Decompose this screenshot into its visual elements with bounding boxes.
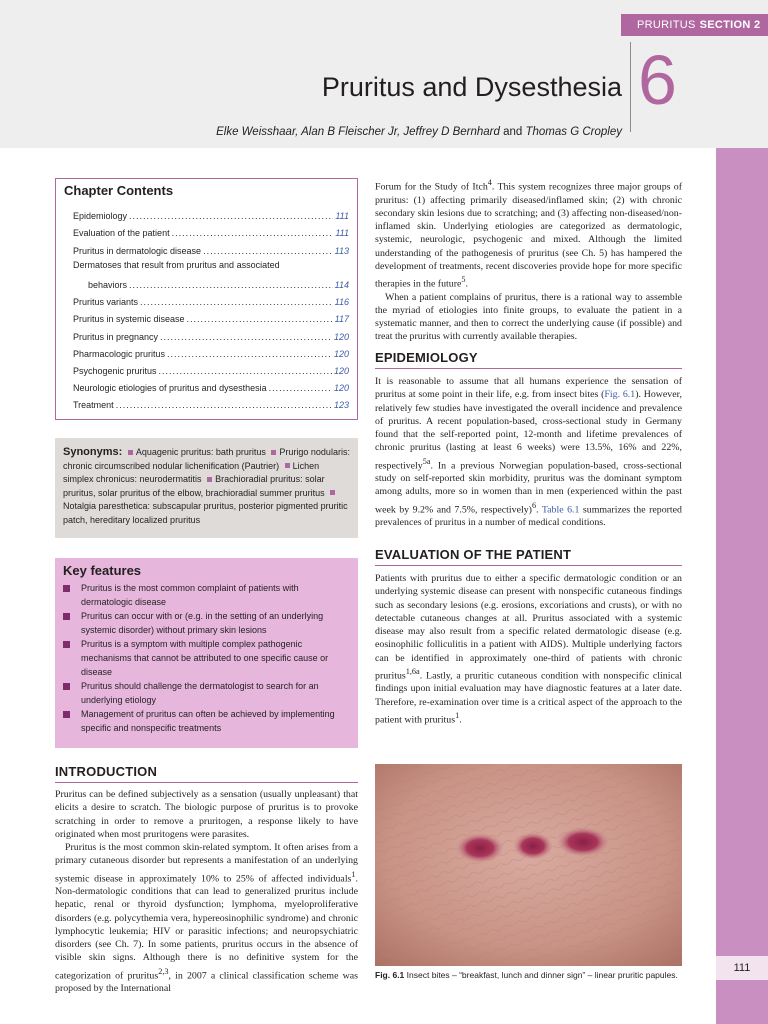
toc-entry[interactable] — [64, 290, 349, 307]
text-run: Forum for the Study of Itch — [375, 181, 488, 193]
toc-entry-continued[interactable]: Dermatoses that result from pruritus and associated — [73, 259, 280, 270]
toc-entry[interactable] — [64, 307, 349, 324]
skin-photo-illustration — [375, 764, 682, 966]
epidemiology-heading: EPIDEMIOLOGY — [375, 350, 478, 365]
toc-entry[interactable] — [64, 393, 349, 410]
key-feature-item — [63, 680, 350, 707]
text-run: Pruritus is the most common skin-related symptom. It often arises from a primary cutaneous disorder but represents a manifestation of an underlying systemic disease in approximately 10% to 25% of affected individuals — [55, 842, 358, 884]
toc-leader — [167, 349, 332, 359]
toc-entry[interactable] — [64, 238, 349, 255]
key-feature-item — [63, 638, 350, 679]
papule — [513, 832, 553, 860]
introduction-heading: INTRODUCTION — [55, 764, 158, 779]
toc-entry[interactable] — [64, 376, 349, 393]
chapter-contents-box — [55, 178, 358, 420]
introduction-body — [55, 788, 358, 995]
body-paragraph — [375, 572, 682, 726]
toc-leader — [159, 366, 332, 376]
key-features-box — [55, 558, 358, 748]
toc-leader — [187, 314, 333, 324]
figure-label: Fig. 6.1 — [375, 970, 405, 980]
toc-page: 120 — [333, 331, 349, 342]
text-run: , in 2007 a clinical classification scheme was proposed by the International — [55, 969, 358, 995]
citation-ref: 5a — [422, 456, 431, 466]
toc-entry[interactable] — [64, 324, 349, 341]
bullet-square-icon — [63, 585, 70, 592]
evaluation-rule — [375, 565, 682, 566]
key-feature-text: Pruritus is the most common complaint of patients with dermatologic disease — [81, 583, 299, 607]
citation-ref: 1 — [455, 710, 460, 720]
synonyms-box — [55, 438, 358, 538]
toc-label: Epidemiology — [73, 211, 128, 222]
key-feature-text: Pruritus can occur with or (e.g. in the setting of an underlying systemic disorder) without primary skin lesions — [81, 611, 324, 635]
contents-title: Chapter Contents — [64, 183, 174, 198]
papule — [456, 833, 504, 863]
bullet-square-icon — [63, 711, 70, 718]
evaluation-body — [375, 572, 682, 726]
text-run: summarizes the reported prevalences of pruritus in a number of medical conditions. — [375, 503, 682, 529]
toc-entry[interactable] — [64, 342, 349, 359]
toc-leader — [160, 332, 332, 342]
toc-leader — [116, 400, 332, 410]
synonym-entry: Aquagenic pruritus: bath pruritus — [135, 447, 266, 457]
bullet-square-icon — [63, 613, 70, 620]
toc-label: Neurologic etiologies of pruritus and dysesthesia — [73, 383, 267, 394]
toc-page: 120 — [333, 383, 349, 394]
key-feature-item — [63, 610, 350, 637]
toc-page: 120 — [333, 365, 349, 376]
toc-label: Treatment — [73, 400, 114, 411]
page-number: 111 — [716, 956, 768, 980]
chapter-number: 6 — [638, 41, 677, 119]
authors-main: Elke Weisshaar, Alan B Fleischer Jr, Jeffrey D Bernhard — [216, 126, 500, 138]
body-paragraph: When a patient complains of pruritus, there is a rational way to assemble the myriad of etiologies into finite groups, to evaluate the patient in a systematic manner, and then to correct the underlying cause (if possible) and treat the pruritus with currently available therapies. — [375, 291, 682, 343]
authors-and: and — [503, 126, 523, 138]
figure-link[interactable]: Fig. 6.1 — [604, 389, 636, 401]
bullet-square-icon — [285, 463, 290, 468]
synonym-entry: Lichen simplex chronicus: neurodermatitis — [63, 460, 320, 484]
figure-caption-text: Insect bites – “breakfast, lunch and dinner sign” – linear pruritic papules. — [404, 970, 678, 980]
text-run: . This system recognizes three major groups of pruritus: (1) affecting primarily diseased/inflamed skin; (2) with chronic secondary skin lesions due to scratching; and (3) affecting non-diseased/non-inflamed skin. Underlying etiologies are categorized as dermatologic, systemic, neurologic, psychogenic and mixed. Although the limited understanding of the pathogenesis of pruritus (see Ch. 5) has hampered the development of treatments, recent discoveries provide hope for more specific therapies in the future — [375, 181, 683, 290]
toc-page: 117 — [334, 314, 349, 325]
citation-ref: 1,6a — [405, 666, 420, 676]
toc-label: behaviors — [88, 279, 128, 290]
epidemiology-body — [375, 375, 682, 529]
section-number: SECTION 2 — [699, 19, 761, 31]
toc-label: Evaluation of the patient — [73, 228, 170, 239]
toc-entry[interactable] — [64, 204, 349, 221]
text-run: It is reasonable to assume that all humans experience the sensation of pruritus at some point in their life, e.g. from insect bites ( — [375, 376, 682, 401]
toc-label: Pharmacologic pruritus — [73, 348, 166, 359]
synonym-entry: Brachioradial pruritus: solar pruritus, solar pruritus of the elbow, brachioradial summer pruritus — [63, 474, 325, 498]
figure-caption — [375, 970, 695, 980]
right-column-intro — [375, 176, 682, 344]
key-feature-text: Pruritus should challenge the dermatologist to search for an underlying etiology — [81, 681, 319, 705]
toc-leader — [269, 383, 332, 393]
introduction-paragraph: Pruritus can be defined subjectively as a sensation (usually unpleasant) that elicits a desire to scratch. The biologic purpose of pruritus is to provoke scratching in order to remove a pruritogen, a response likely to have originated when most pruritogens were parasites. — [55, 789, 358, 840]
text-run: . Non-dermatologic conditions that can lead to generalized pruritus include hepatic, renal or thyroid dysfunction; lymphoma, myeloproliferative disorders (e.g. polycythemia vera, hypereosinophilic syndrome) and chronic lymphocytic leukemia; HIV or parasitic infections; and neuropsychiatric disorders (see Ch. 7). In some patients, pruritus occurs in the absence of visible skin signs. Although there is no definitive system for the categorization of pruritus — [55, 872, 358, 981]
toc-entry[interactable] — [64, 273, 349, 290]
toc-label: Pruritus in systemic disease — [73, 314, 185, 325]
citation-ref: 5 — [461, 275, 466, 285]
synonym-entry: Prurigo nodularis: chronic circumscribed nodular lichenification (Pautrier) — [63, 447, 350, 471]
toc-page: 116 — [334, 297, 349, 308]
insect-bites-photo — [375, 764, 682, 966]
evaluation-heading: EVALUATION OF THE PATIENT — [375, 547, 572, 562]
key-feature-item — [63, 708, 350, 735]
citation-ref: 1 — [351, 869, 356, 879]
toc-leader — [140, 297, 333, 307]
papule — [557, 827, 609, 857]
toc-leader — [203, 246, 333, 256]
bullet-square-icon — [271, 450, 276, 455]
chapter-title: Pruritus and Dysesthesia — [321, 72, 622, 102]
bullet-square-icon — [63, 641, 70, 648]
citation-ref: 6 — [531, 500, 537, 510]
toc-leader — [129, 280, 333, 290]
table-link[interactable]: Table 6.1 — [541, 503, 580, 515]
epidemiology-rule — [375, 368, 682, 369]
key-feature-text: Pruritus is a symptom with multiple complex pathogenic mechanisms that cannot be attributed to one specific cause or disease — [81, 639, 329, 677]
text-run: ). However, relatively few studies have investigated the overall incidence and prevalence of pruritus. A recent population-based, cross-sectional study in Germany found that the self-reported point, 12-month and lifetime prevalences of chronic pruritus (lasting at least 6 weeks) were 13.5%, 16% and 22%, respectively — [375, 389, 682, 471]
toc-page: 111 — [335, 211, 349, 222]
key-feature-text: Management of pruritus can often be achieved by implementing specific and nonspecific treatments — [81, 709, 335, 733]
authors — [200, 126, 622, 138]
toc-leader — [172, 228, 334, 238]
text-run: . In a previous Norwegian population-based, cross-sectional study on self-reported skin morbidity, pruritus was the dominant symptom among adults, more so in women than in men (experienced within the past week by 9.2% and 7.5%, respectively) — [375, 459, 682, 515]
toc-page: 120 — [333, 348, 349, 359]
color-sidebar — [716, 148, 768, 1024]
synonym-entry: Notalgia paresthetica: subscapular pruritus, posterior pigmented pruritic patch, hereditary localized pruritus — [63, 501, 348, 525]
toc-label: Pruritus in pregnancy — [73, 331, 159, 342]
toc-label: Pruritus variants — [73, 297, 139, 308]
citation-ref: 2,3 — [158, 966, 169, 976]
bullet-square-icon — [207, 477, 212, 482]
toc-label: Pruritus in dermatologic disease — [73, 245, 202, 256]
section-label: PRURITUS — [637, 19, 696, 31]
toc-entry[interactable] — [64, 221, 349, 238]
text-run: . — [536, 503, 542, 515]
text-run: . — [459, 714, 462, 726]
toc-page: 113 — [334, 245, 349, 256]
key-feature-item — [63, 582, 350, 609]
bullet-square-icon — [128, 450, 133, 455]
toc-page: 123 — [333, 400, 349, 411]
title-divider — [630, 42, 631, 132]
body-paragraph — [375, 176, 682, 291]
text-run: . — [465, 278, 468, 290]
toc-label: Psychogenic pruritus — [73, 365, 157, 376]
section-tab — [621, 14, 768, 36]
authors-last: Thomas G Cropley — [525, 126, 622, 138]
introduction-paragraph — [55, 841, 358, 995]
citation-ref: 4 — [487, 178, 492, 187]
toc-page: 111 — [335, 228, 349, 239]
synonyms-label: Synonyms: — [63, 446, 123, 458]
bullet-square-icon — [63, 683, 70, 690]
toc-leader — [129, 211, 333, 221]
key-features-title: Key features — [63, 563, 142, 578]
text-run: . Lastly, a pruritic cutaneous condition with nonspecific clinical findings upon initial evaluation may have diagnostic features at a later date. Therefore, re-examination over time is a critical aspect of the approach to the patient with pruritus — [375, 670, 682, 726]
introduction-rule — [55, 782, 358, 783]
bullet-square-icon — [330, 490, 335, 495]
toc-page: 114 — [334, 279, 349, 290]
toc-entry[interactable] — [64, 359, 349, 376]
body-paragraph — [375, 375, 682, 529]
text-run: Patients with pruritus due to either a specific dermatologic condition or an underlying systemic disease can present with nonspecific cutaneous findings such as secondary lesions (e.g. erosions, excoriations and crusts), or with no detectable cutaneous changes at all. Pruritus associated with a systemic disease may also result from a specific related dermatologic disease (e.g. eosinophilic folliculitis in a patient with AIDS). Multiple underlying factors can be identified in approximately one-third of patients with chronic pruritus — [375, 573, 682, 682]
